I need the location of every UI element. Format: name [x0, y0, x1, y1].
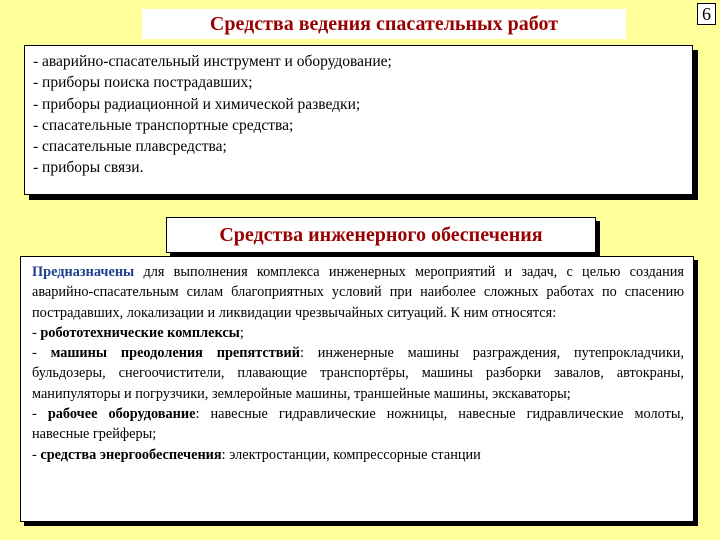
list-item: - приборы связи.	[33, 159, 144, 177]
list-item: - средства энергообеспечения: электростанции, компрессорные станции	[32, 446, 481, 463]
slide-number: 6	[697, 3, 716, 25]
section-title: Средства инженерного обеспечения	[166, 217, 596, 253]
list-item: - спасательные транспортные средства;	[33, 116, 294, 134]
engineering-support-text	[20, 256, 694, 522]
list-item: - приборы радиационной и химической разведки;	[33, 95, 361, 113]
item-text: : электростанции, компрессорные станции	[221, 446, 481, 463]
item-text: : навесные гидравлические ножницы, навесные гидравлические молоты, навесные грейферы;	[32, 406, 685, 443]
list-item: - спасательные плавсредства;	[33, 138, 227, 156]
item-term: рабочее оборудование	[47, 406, 196, 423]
list-item: - рабочее оборудование: навесные гидравлические ножницы, навесные гидравлические молоты, навесные грейферы;	[32, 406, 685, 443]
item-text: : инженерные машины разграждения, путепрокладчики, бульдозеры, снегоочистители, плавающие транспортёры, машины разборки завалов, автокраны, манипуляторы и погрузчики, землеройные машины, траншейные машины, экскаваторы;	[32, 345, 684, 402]
intro-paragraph	[32, 262, 684, 323]
list-item: - машины преодоления препятствий: инженерные машины разграждения, путепрокладчики, бульдозеры, снегоочистители, плавающие транспортёры, машины разборки завалов, автокраны, манипуляторы и погрузчики, землеройные машины, траншейные машины, экскаваторы;	[32, 345, 684, 402]
list-item: - приборы поиска пострадавших;	[33, 74, 253, 92]
slide-title: Средства ведения спасательных работ	[142, 9, 626, 39]
item-text: ;	[239, 324, 244, 341]
item-term: робототехнические комплексы	[40, 324, 240, 341]
list-item: - робототехнические комплексы;	[32, 324, 244, 341]
intro-lead: Предназначены	[32, 264, 135, 280]
rescue-equipment-list	[24, 45, 693, 195]
list-item: - аварийно-спасательный инструмент и оборудование;	[33, 53, 392, 70]
item-term: машины преодоления препятствий	[50, 345, 300, 362]
intro-text: для выполнения комплекса инженерных мероприятий и задач, с целью создания аварийно-спасательным силам благоприятных условий при наиболее сложных работах по спасению пострадавших, локализации и ликвидации чрезвычайных ситуаций. К ним относятся:	[32, 264, 684, 321]
item-term: средства энергообеспечения	[40, 446, 222, 463]
